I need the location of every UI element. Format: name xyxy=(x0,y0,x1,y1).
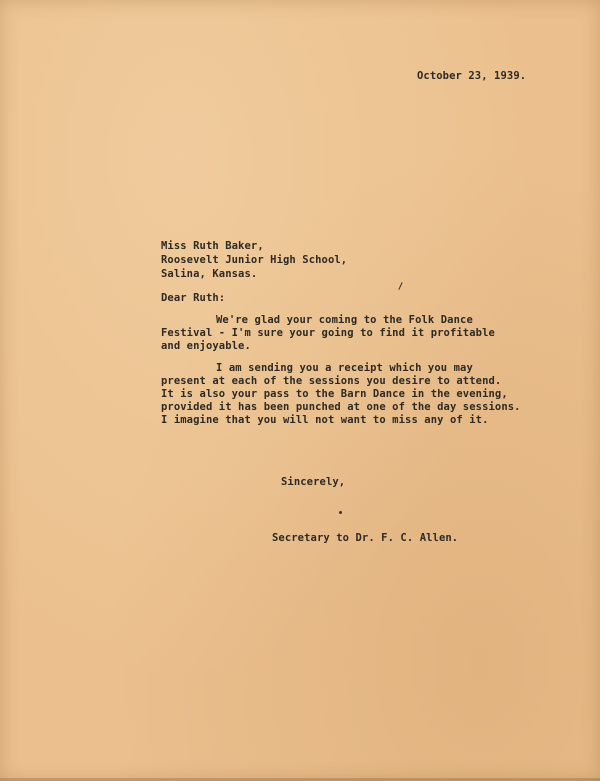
pencil-tick-mark xyxy=(398,282,402,290)
paragraph-2-line-4: provided it has been punched at one of the day sessions. xyxy=(161,401,521,413)
paragraph-1-line-3: and enjoyable. xyxy=(161,340,251,352)
paragraph-2-line-2: present at each of the sessions you desire to attend. xyxy=(161,375,502,387)
recipient-name: Miss Ruth Baker, xyxy=(161,240,264,252)
paragraph-2-line-3: It is also your pass to the Barn Dance in the evening, xyxy=(161,388,508,400)
paragraph-1-line-1: We're glad your coming to the Folk Dance xyxy=(216,314,473,326)
paragraph-1-line-2: Festival - I'm sure your going to find it profitable xyxy=(161,327,495,339)
signature-line: Secretary to Dr. F. C. Allen. xyxy=(272,532,459,544)
recipient-city: Salina, Kansas. xyxy=(161,268,258,280)
salutation: Dear Ruth: xyxy=(161,292,226,304)
paragraph-2-line-5: I imagine that you will not want to miss any of it. xyxy=(161,414,489,426)
recipient-school: Roosevelt Junior High School, xyxy=(161,254,348,266)
letter-date: October 23, 1939. xyxy=(417,70,527,82)
closing: Sincerely, xyxy=(281,476,346,488)
ink-dot-mark xyxy=(339,511,342,514)
paragraph-2-line-1: I am sending you a receipt which you may xyxy=(216,362,473,374)
